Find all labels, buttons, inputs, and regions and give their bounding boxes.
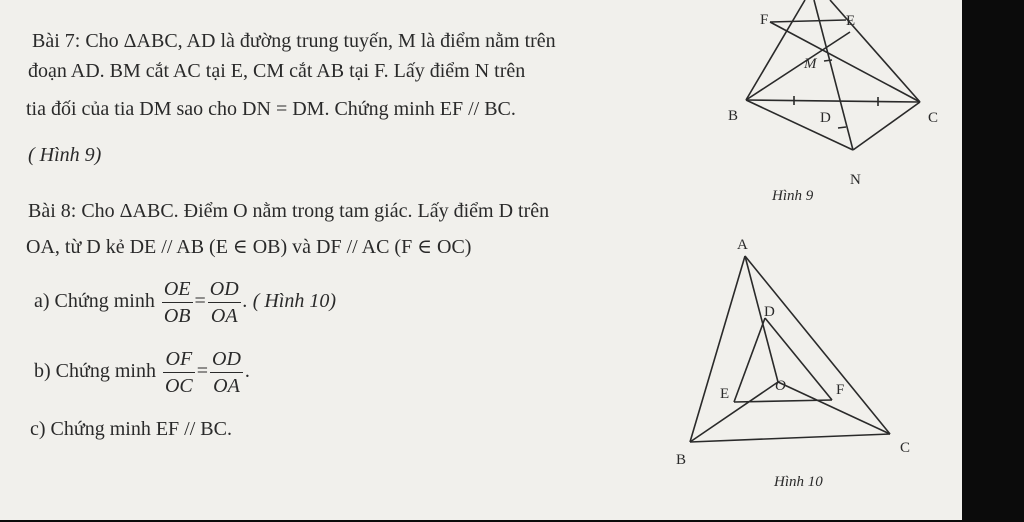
label-a: A — [737, 237, 748, 253]
bai7-line1: Bài 7: Cho ΔABC, AD là đường trung tuyến, M là điểm nằm trên — [32, 30, 556, 52]
label-b: B — [676, 452, 687, 468]
label-b: B — [728, 108, 739, 124]
fraction-numerator: OD — [208, 276, 241, 303]
part-b-prefix: b) Chứng minh — [34, 360, 156, 383]
fraction-oe-ob — [162, 276, 193, 329]
label-d: D — [764, 304, 775, 320]
segment-fe — [770, 20, 846, 22]
fraction-denominator: OB — [163, 305, 191, 327]
label-e: E — [846, 13, 856, 29]
segment-ac — [830, 0, 920, 102]
segment-oc — [778, 382, 890, 434]
segment-bc — [746, 100, 920, 102]
segment-bm — [746, 32, 850, 100]
bai7-figure-ref: ( Hình 9) — [28, 144, 102, 166]
segment-bn — [746, 100, 853, 150]
segment-ef — [734, 400, 832, 402]
bai8-line2: OA, từ D kẻ DE // AB (E ∈ OB) và DF // AC (F ∈ OC) — [26, 236, 472, 258]
segment-nc — [853, 102, 920, 150]
label-m: M — [804, 56, 817, 72]
figure-10-caption: Hình 10 — [774, 474, 823, 490]
segment-de — [734, 318, 765, 402]
segment-bc — [690, 434, 890, 442]
figure-10-diagram — [670, 232, 920, 522]
label-o: O — [775, 378, 786, 394]
segment-cm — [770, 22, 920, 102]
segment-ab — [746, 0, 805, 100]
fraction-denominator: OC — [164, 375, 193, 397]
fraction-od-oa — [208, 276, 241, 329]
fraction-denominator: OA — [210, 305, 238, 327]
fraction-numerator: OE — [162, 276, 193, 303]
label-f: F — [836, 382, 845, 398]
label-c: C — [928, 110, 939, 126]
label-f: F — [760, 12, 769, 28]
figure-9-caption: Hình 9 — [772, 188, 814, 204]
part-a-suffix: . ( Hình 10) — [242, 290, 337, 313]
bai7-line2: đoạn AD. BM cắt AC tại E, CM cắt AB tại F. Lấy điểm N trên — [28, 60, 526, 82]
label-c: C — [900, 440, 911, 456]
label-e: E — [720, 386, 730, 402]
part-b-suffix: . — [244, 360, 250, 383]
label-n: N — [850, 172, 861, 188]
fraction-of-oc — [163, 346, 195, 399]
figure-9-diagram — [710, 0, 970, 205]
fraction-denominator: OA — [213, 375, 240, 397]
label-d: D — [820, 110, 831, 126]
segment-ob — [690, 382, 778, 442]
fraction-numerator: OD — [210, 346, 243, 373]
tick-mark — [838, 127, 846, 128]
part-a-prefix: a) Chứng minh — [34, 290, 155, 313]
fraction-numerator: OF — [163, 346, 195, 373]
bai8-part-c: c) Chứng minh EF // BC. — [30, 418, 232, 440]
tick-mark — [824, 60, 832, 61]
fraction-od-oa — [210, 346, 243, 399]
segment-ac — [745, 256, 890, 434]
bai8-line1: Bài 8: Cho ΔABC. Điểm O nằm trong tam giác. Lấy điểm D trên — [28, 200, 550, 222]
bai8-part-a: a) Chứng minh $\frac{OE}{OB}$ = $\frac{OD}{OA}$ . ( Hình 10) — [34, 278, 337, 327]
segment-ab — [690, 256, 745, 442]
bai8-part-b: b) Chứng minh $\frac{OF}{OC}$ = $\frac{OD}{OA}$ . — [34, 348, 250, 397]
bai7-line3: tia đối của tia DM sao cho DN = DM. Chứng minh EF // BC. — [26, 98, 516, 120]
